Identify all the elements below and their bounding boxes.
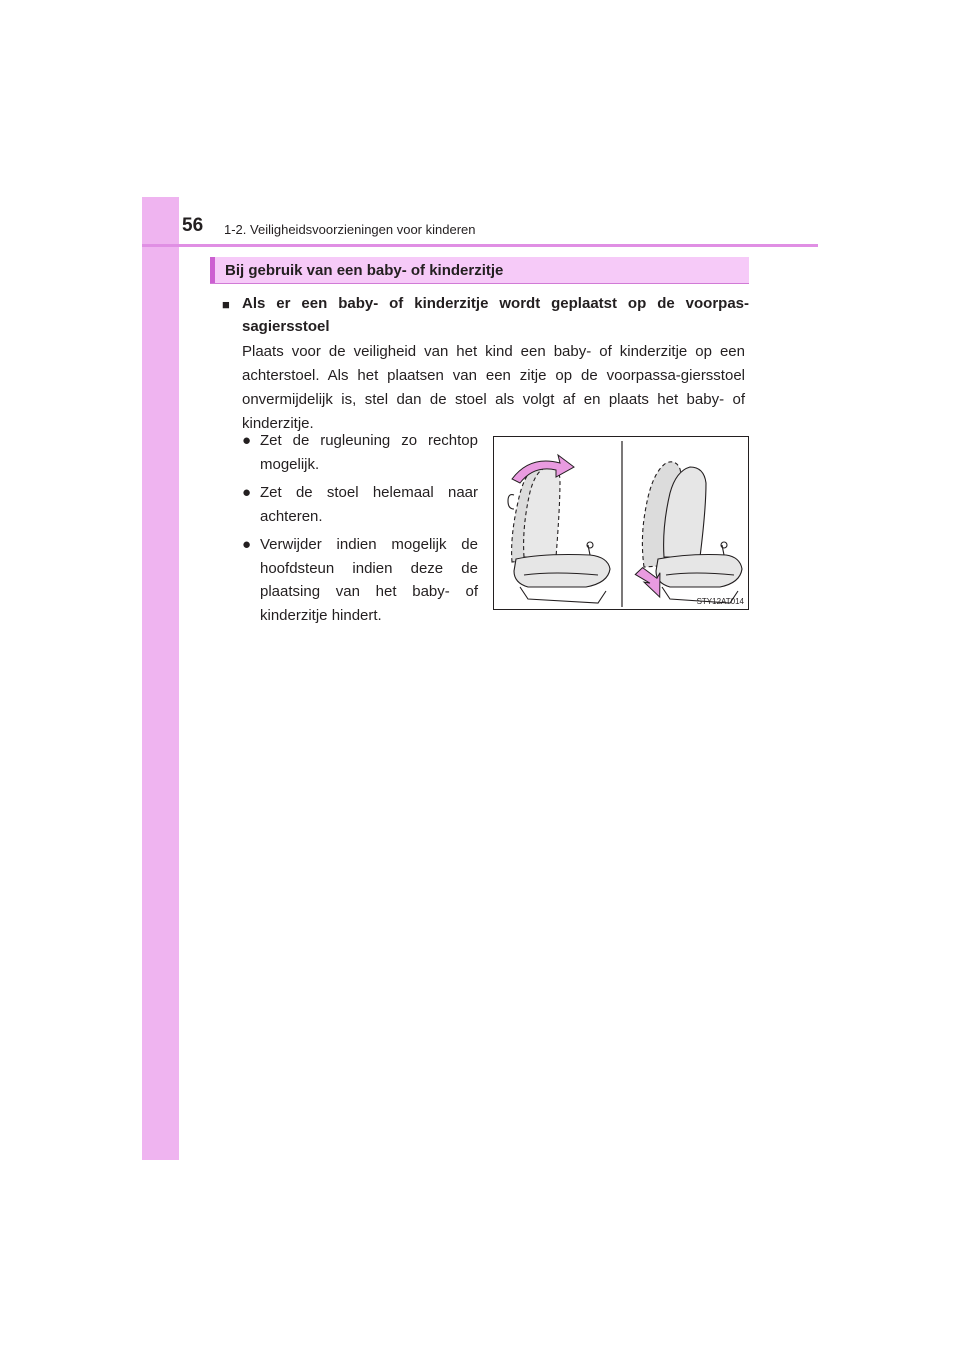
bullet-dot-icon: ● bbox=[242, 484, 252, 501]
subsection-title: Als er een baby- of kinderzitje wordt geplaatst op de voorpas-sagiersstoel bbox=[242, 295, 749, 335]
section-accent bbox=[210, 257, 215, 283]
instruction-list bbox=[242, 429, 478, 632]
body-paragraph: Plaats voor de veiligheid van het kind een baby- of kinderzitje op een achterstoel. Als het plaatsen van een zitje op de voorpassa-giersstoel onvermijdelijk is, stel dan de stoel als volgt af en plaats het baby- of kinderzitje. bbox=[242, 343, 745, 432]
square-bullet-icon: ■ bbox=[222, 297, 230, 312]
seat-illustration-svg bbox=[494, 437, 750, 611]
bullet-dot-icon: ● bbox=[242, 536, 252, 553]
figure-code: STY12AT014 bbox=[696, 597, 744, 606]
list-item bbox=[242, 481, 478, 528]
list-item-text: Verwijder indien mogelijk de hoofdsteun indien deze de plaatsing van het baby- of kinderzitje hindert. bbox=[260, 536, 478, 624]
section-heading-bar bbox=[210, 257, 749, 284]
chapter-title: 1-2. Veiligheidsvoorzieningen voor kinderen bbox=[224, 222, 476, 237]
list-item-text: Zet de rugleuning zo rechtop mogelijk. bbox=[260, 432, 478, 473]
subsection-heading bbox=[222, 292, 749, 338]
page-number: 56 bbox=[182, 215, 204, 236]
seat-adjustment-illustration bbox=[493, 436, 749, 610]
header-rule bbox=[142, 244, 818, 247]
list-item bbox=[242, 533, 478, 627]
seat-left-backrest-upright bbox=[508, 464, 610, 603]
list-item-text: Zet de stoel helemaal naar achteren. bbox=[260, 484, 478, 525]
section-title: Bij gebruik van een baby- of kinderzitje bbox=[225, 262, 504, 279]
list-item bbox=[242, 429, 478, 476]
bullet-dot-icon: ● bbox=[242, 432, 252, 449]
chapter-tab-sidebar bbox=[142, 197, 179, 1160]
